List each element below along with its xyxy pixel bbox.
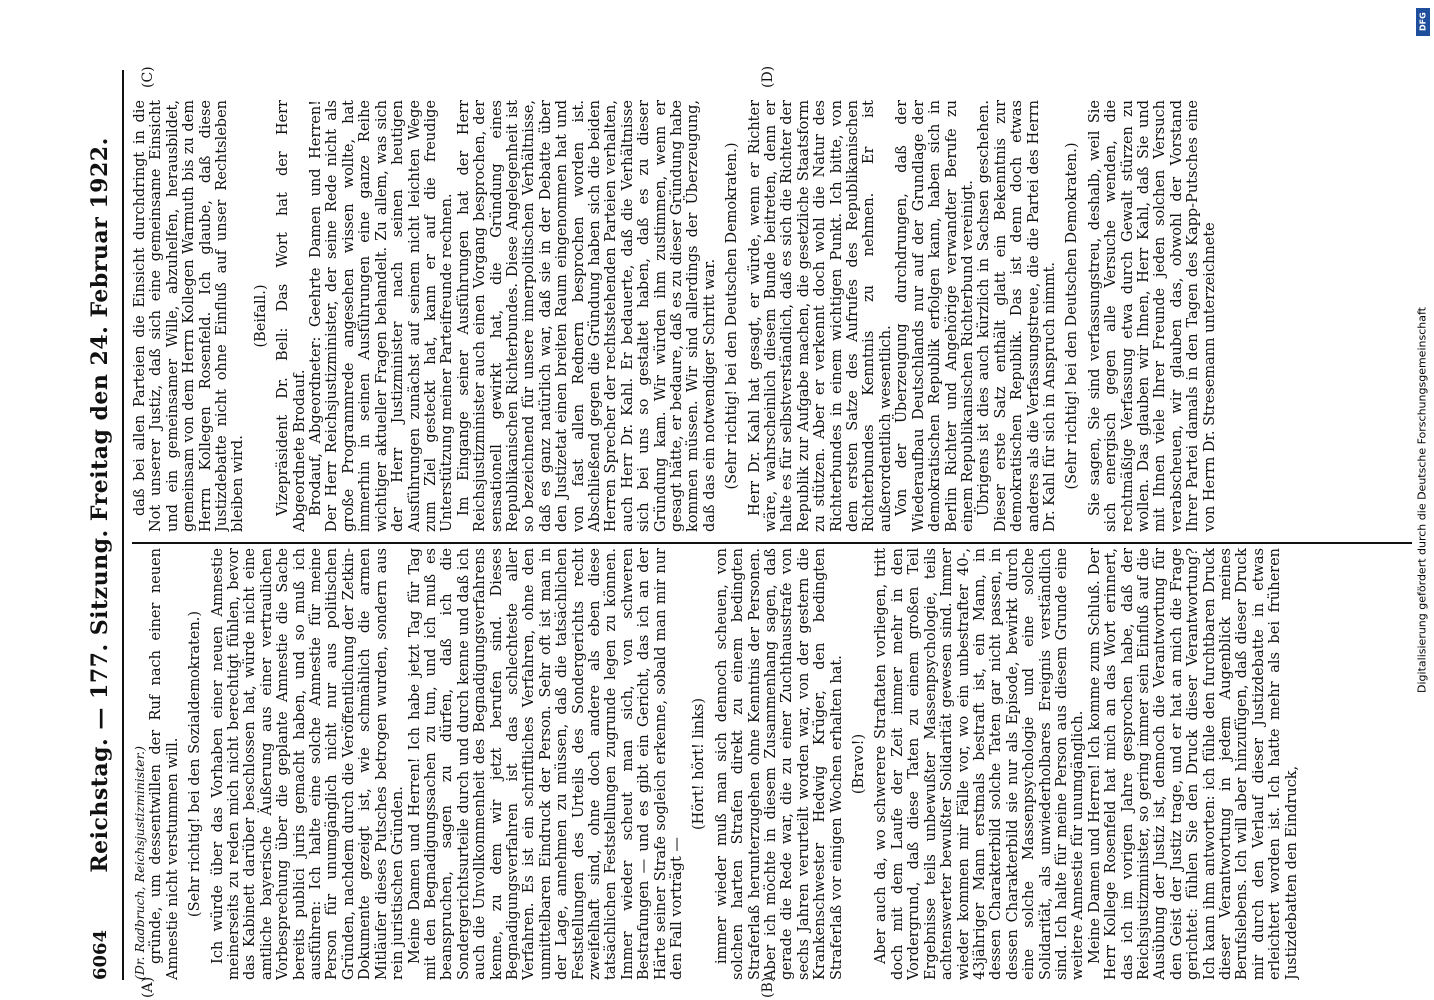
paragraph: gründe, um dessentwillen der Ruf nach einer neuen Amnestie nicht verstummen will. bbox=[148, 548, 181, 980]
paragraph: Brodauf, Abgeordneter: Geehrte Damen und Herren! Der Herr Reichsjustizminister, der seine Rede nicht als große Programmrede angesehen wissen wollte, hat immerhin in seinen Ausführungen eine ganze Reihe wichtiger aktueller Fragen behandelt. Zu allem, was sich der Herr Justizminister nach seinen heutigen Ausführungen zunächst auf seinem nicht leichten Wege zum Ziel gesteckt hat, kann er auf die freudige Unterstützung meiner Parteifreunde rechnen. bbox=[308, 100, 456, 532]
interjection: (Sehr richtig! bei den Deutschen Demokraten.) bbox=[724, 142, 741, 490]
page-number: 6064 bbox=[89, 929, 111, 980]
margin-marker-c: (C) bbox=[140, 66, 156, 88]
credit-text: Digitalisierung gefördert durch die Deutsche Forschungsgemeinschaft bbox=[1415, 307, 1429, 693]
paragraph: daß bei allen Parteien die Einsicht durchdringt in die Not unserer Justiz, daß sich eine gemeinsame Einsicht und ein gemeinsamer Wille, abzuhelfen, herausbildet, gemeinsam von dem Herrn Kollegen Warmuth bis zu dem Herrn Kollegen Rosenfeld. Ich glaube, daß diese Justizdebatte nicht ohne Einfluß auf unser Rechtsleben bleiben wird. bbox=[132, 100, 247, 532]
column-divider bbox=[132, 542, 1412, 544]
interjection: (Bravo!) bbox=[851, 733, 868, 795]
digitization-credit bbox=[1408, 0, 1434, 1000]
interjection: (Beifall.) bbox=[252, 284, 269, 348]
paragraph: Aber auch da, wo schwerere Straftaten vorliegen, tritt doch mit dem Laufe der Zeit immer mehr in den Vordergrund, daß diese Taten zu einem großen Teil Ergebnisse teils unbewußter Massenpsychologie, teils achtenswerter bewußter Solidarität gewesen sind. Immer wieder kommen mir Fälle vor, wo ein unbestrafter 40-, 43jähriger Mann erstmals bestraft ist, ein Mann, in dessen Charakterbild solche Taten gar nicht passen, in dessen Charakterbild sie nur als Episode, bewirkt durch eine solche Massenpsychologie und eine solche Solidarität, als unwiederholbares Ereignis verständlich sind. Ich halte für meine Person aus diesem Grunde eine weitere Amnestie für unumgänglich. bbox=[873, 548, 1087, 980]
dfg-logo: DFG bbox=[1416, 8, 1430, 36]
speaker-note: (Dr. Radbruch, Reichsjustizminister.) bbox=[132, 745, 147, 980]
quotation: Von der Überzeugung durchdrungen, daß der Wiederaufbau Deutschlands nur auf der Grundlage der demokratischen Republik erfolgen kann, haben sich in Berlin Richter und Angehörige verwandter Berufe zu einem Republikanischen Richterbund vereinigt. bbox=[894, 100, 976, 532]
margin-marker-d: (D) bbox=[760, 65, 776, 88]
interjection: (Sehr richtig! bei den Deutschen Demokraten.) bbox=[1064, 142, 1081, 490]
running-head bbox=[80, 80, 120, 980]
paragraph: Herr Dr. Kahl hat gesagt, er würde, wenn er Richter wäre, wahrscheinlich diesem Bunde beitreten, denn er halte es für selbstverständlich, daß es sich die Richter der Republik zur Aufgabe machen, die gesetzliche Staatsform zu stützen. Aber er verkennt doch wohl die Natur des Richterbundes in einem wichtigen Punkt. Ich bitte, von dem ersten Satze des Aufrufes des Republikanischen Richterbundes Kenntnis zu nehmen. Er ist außerordentlich wesentlich. bbox=[746, 100, 894, 532]
paragraph: Meine Damen und Herren! Ich habe jetzt Tag für Tag mit den Begnadigungssachen zu tun, und ich muß es beanspruchen, sagen zu dürfen, daß ich die Sondergerichtsurteile durch und durch kenne und daß ich auch die Unvollkommenheit des Begnadigungsverfahrens kenne, zu dem wir jetzt berufen sind. Dieses Begnadigungsverfahren ist das schlechteste aller Verfahren. Es ist ein schriftliches Verfahren, ohne den unmittelbaren Eindruck der Person. Sehr oft ist man in der Lage, annehmen zu müssen, daß die tatsächlichen Feststellungen des Urteils des Sondergerichts recht zweifelhaft sind, ohne doch andere als eben diese tatsächlichen Feststellungen zugrunde legen zu können. Immer wieder scheut man sich, von schweren Bestrafungen — und es gibt ein Gericht, das ich an der Härte seiner Strafe sogleich erkenne, sobald man mir nur den Fall vorträgt — bbox=[406, 548, 685, 980]
paragraph: Sie sagen, Sie sind verfassungstreu, deshalb, weil Sie sich energisch gegen alle Versuche wenden, die rechtmäßige Verfassung etwa durch Gewalt stürzen zu wollen. Das glauben wir Ihnen, Herr Kahl, daß Sie und mit Ihnen viele Ihrer Freunde jeden solchen Versuch verabscheuen, wir glauben das, obwohl der Vorstand Ihrer Partei damals in den Tagen des Kapp-Putsches eine von Herrn Dr. Stresemann unterzeichnete bbox=[1086, 100, 1218, 532]
paragraph: Im Eingange seiner Ausführungen hat der Herr Reichsjustizminister auch einen Vorgang besprochen, der sensationell gewirkt hat, die Gründung eines Republikanischen Richterbundes. Diese Angelegenheit ist so bezeichnend für unsere innerpolitischen Verhältnisse, daß es ganz natürlich war, daß sie in der Debatte über den Justizetat einen breiten Raum eingenommen hat und von fast allen Rednern besprochen worden ist. Abschließend gegen die Gründung haben sich die beiden Herren Sprecher der rechtsstehenden Parteien verhalten, auch Herr Dr. Kahl. Er bedauerte, daß die Verhältnisse sich bei uns so gestaltet haben, daß es zu dieser Gründung kam. Wir würden ihm zustimmen, wenn er gesagt hätte, er bedaure, daß es zu dieser Gründung habe kommen müssen. Wir sind allerdings der Überzeugung, daß das ein notwendiger Schritt war. bbox=[455, 100, 718, 532]
right-column bbox=[132, 100, 1412, 532]
paragraph: Ich würde über das Vorhaben einer neuen Amnestie meinerseits zu reden mich nicht berechtigt fühlen, bevor das Kabinett darüber beschlossen hat, würde nicht eine amtliche bayerische Äußerung aus einer vertraulichen Vorbesprechung über die geplante Amnestie die Sache bereits publici juris gemacht haben, und so muß ich ausführen: Ich halte eine solche Amnestie für meine Person für unumgänglich nicht nur aus politischen Gründen, nachdem durch die Veröffentlichung der Zetkin-Dokumente gezeigt ist, wie schmählich die armen Mitläufer dieses Putsches betrogen wurden, sondern aus rein juristischen Gründen. bbox=[209, 548, 407, 980]
margin-marker-b: (B) bbox=[760, 976, 776, 998]
document-page bbox=[70, 50, 1430, 1000]
paragraph: Vizepräsident Dr. Bell: Das Wort hat der Herr Abgeordnete Brodauf. bbox=[275, 100, 308, 532]
paragraph: Übrigens ist dies auch kürzlich in Sachsen geschehen. Dieser erste Satz enthält glatt ein Bekenntnis zur demokratischen Republik. Das ist denn doch etwas anderes als die Verfassungstreue, die die Partei des Herrn Dr. Kahl für sich in Anspruch nimmt. bbox=[976, 100, 1058, 532]
header-rule bbox=[122, 70, 124, 980]
interjection: (Sehr richtig! bei den Sozialdemokraten.) bbox=[187, 610, 204, 918]
interjection: (Hört! hört! links) bbox=[691, 698, 708, 830]
page-header-title: Reichstag. — 177. Sitzung. Freitag den 24. Februar 1922. bbox=[87, 137, 113, 873]
paragraph: Meine Damen und Herren! Ich komme zum Schluß. Der Herr Kollege Rosenfeld hat mich an das Wort erinnert, das ich im vorigen Jahre gesprochen habe, daß der Reichsjustizminister, so gering immer sein Einfluß auf die Ausübung der Justiz ist, dennoch die Verantwortung für den Geist der Justiz trage, und er hat an mich die Frage gerichtet: fühlen Sie den Druck dieser Verantwortung? Ich kann ihm antworten: ich fühle den furchtbaren Druck dieser Verantwortung in jedem Augenblick meines Berufslebens. Ich will aber hinzufügen, daß dieser Druck mir durch den Verlauf dieser Justizdebatte in etwas erleichtert worden ist. Ich hatte mehr als bei früheren Justizdebatten den Eindruck, bbox=[1086, 548, 1300, 980]
paragraph: immer wieder muß man sich dennoch scheuen, von solchen harten Strafen direkt zu einem bedingten Straferlaß herunterzugehen ohne Kenntnis der Personen. Aber ich möchte in diesem Zusammenhang sagen, daß gerade die Rede war, die zu einer Zuchthausstrafe von sechs Jahren verurteilt worden war, von der gestern die Krankenschwester Hedwig Krüger, den bedingten Straferlaß vor einigen Wochen erhalten hat. bbox=[713, 548, 845, 980]
margin-marker-a: (A) bbox=[140, 976, 156, 998]
left-column bbox=[132, 548, 1412, 980]
